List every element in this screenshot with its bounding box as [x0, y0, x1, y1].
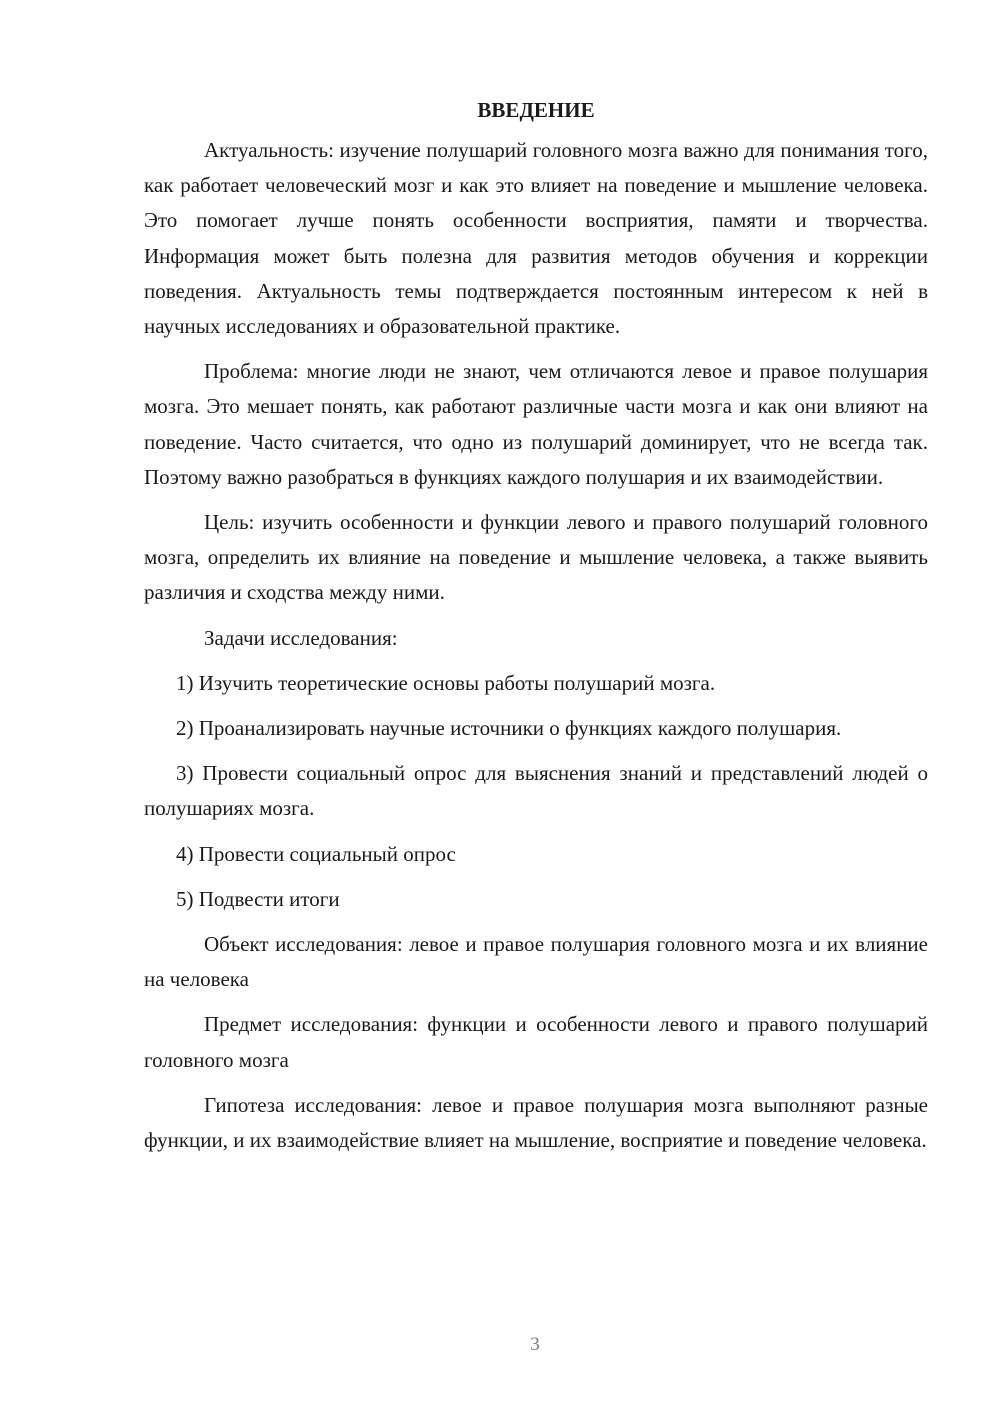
object-paragraph: Объект исследования: левое и правое полушария головного мозга и их влияние на человека [144, 932, 928, 992]
task-item-5: 5) Подвести итоги [176, 886, 340, 911]
page-number: 3 [530, 1334, 540, 1355]
task-item-3: 3) Провести социальный опрос для выяснения знаний и представлений людей о полушариях мозга. [144, 761, 928, 821]
tasks-heading: Задачи исследования: [204, 625, 398, 650]
task-item-2: 2) Проанализировать научные источники о функциях каждого полушария. [176, 716, 842, 741]
subject-paragraph: Предмет исследования: функции и особенности левого и правого полушарий головного мозга [144, 1012, 928, 1072]
task-item-4: 4) Провести социальный опрос [176, 841, 456, 866]
relevance-paragraph: Актуальность: изучение полушарий головного мозга важно для понимания того, как работает человеческий мозг и как это влияет на поведение и мышление человека. Это помогает лучше понять особенности восприятия, памяти и творчества. Информация может быть полезна для развития методов обучения и коррекции поведения. Актуальность темы подтверждается постоянным интересом к ней в научных исследованиях и образовательной практике. [144, 138, 928, 339]
goal-paragraph: Цель: изучить особенности и функции левого и правого полушарий головного мозга, определить их влияние на поведение и мышление человека, а также выявить различия и сходства между ними. [144, 510, 928, 605]
hypothesis-paragraph: Гипотеза исследования: левое и правое полушария мозга выполняют разные функции, и их взаимодействие влияет на мышление, восприятие и поведение человека. [144, 1092, 928, 1153]
problem-paragraph: Проблема: многие люди не знают, чем отличаются левое и правое полушария мозга. Это мешает понять, как работают различные части мозга и как они влияют на поведение. Часто считается, что одно из полушарий доминирует, что не всегда так. Поэтому важно разобраться в функциях каждого полушария и их взаимодействии. [144, 359, 928, 489]
document-page [144, 92, 928, 1168]
section-heading: ВВЕДЕНИЕ [477, 98, 595, 122]
task-item-1: 1) Изучить теоретические основы работы полушарий мозга. [176, 670, 716, 695]
